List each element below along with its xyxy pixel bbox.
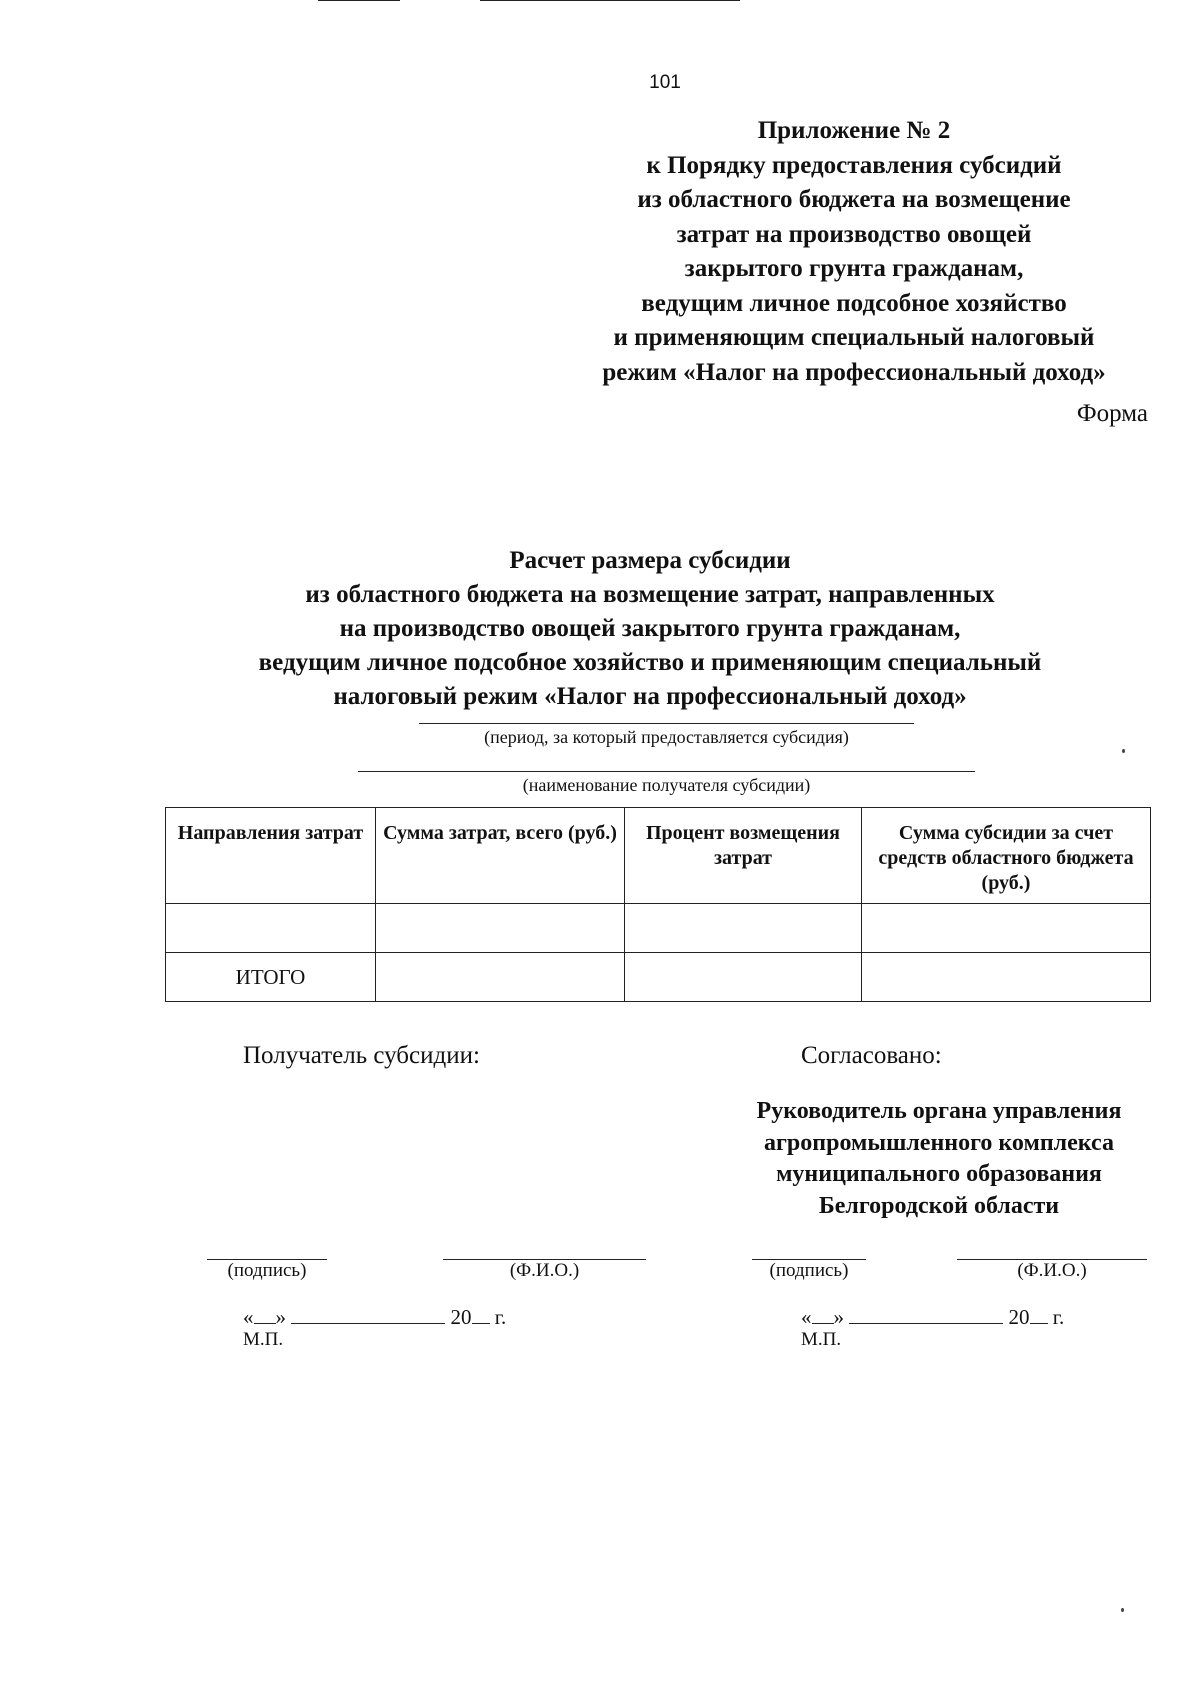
table-cell[interactable] xyxy=(862,904,1151,953)
appendix-line: режим «Налог на профессиональный доход» xyxy=(602,358,1106,386)
title-line: Расчет размера субсидии xyxy=(509,547,791,574)
appendix-line: к Порядку предоставления субсидий xyxy=(646,151,1062,179)
day-blank[interactable] xyxy=(254,1306,276,1324)
period-fill-line[interactable] xyxy=(419,723,914,724)
official-line: Руководитель органа управления xyxy=(756,1098,1122,1124)
date-year-suffix: г. xyxy=(1052,1305,1065,1329)
appendix-line: закрытого грунта гражданам, xyxy=(684,255,1024,282)
recipient-stamp-place: М.П. xyxy=(243,1329,284,1350)
period-caption: (период, за который предоставляется субсидия) xyxy=(484,727,849,747)
agreed-name-caption: (Ф.И.О.) xyxy=(1017,1260,1087,1281)
date-open-quote: « xyxy=(243,1305,254,1329)
scan-speck xyxy=(1121,1608,1124,1612)
date-open-quote: « xyxy=(801,1305,812,1329)
recipient-name-fill-line[interactable] xyxy=(358,771,975,772)
month-blank[interactable] xyxy=(291,1306,445,1324)
date-year-prefix: 20 xyxy=(450,1305,472,1329)
official-line: Белгородской области xyxy=(818,1192,1060,1219)
agreed-signature-caption: (подпись) xyxy=(769,1260,849,1281)
table-cell[interactable] xyxy=(166,904,376,953)
table-cell[interactable] xyxy=(862,953,1151,1002)
date-close-quote: » xyxy=(833,1305,844,1329)
appendix-line: и применяющим специальный налоговый xyxy=(613,324,1095,351)
year-blank[interactable] xyxy=(1030,1306,1048,1324)
recipient-heading: Получатель субсидии: xyxy=(243,1042,480,1069)
recipient-name-caption: (наименование получателя субсидии) xyxy=(522,775,811,795)
form-label: Форма xyxy=(1076,400,1148,427)
date-close-quote: » xyxy=(275,1305,286,1329)
appendix-line: затрат на производство овощей xyxy=(676,220,1032,248)
appendix-line: из областного бюджета на возмещение xyxy=(637,186,1071,213)
appendix-line: ведущим личное подсобное хозяйство xyxy=(641,289,1067,317)
table-cell[interactable] xyxy=(625,953,862,1002)
official-line: муниципального образования xyxy=(776,1161,1102,1187)
recipient-signature-caption: (подпись) xyxy=(227,1260,307,1281)
header-total-costs: Сумма затрат, всего (руб.) xyxy=(376,808,625,904)
scan-edge-line xyxy=(480,0,740,1)
table-cell[interactable] xyxy=(376,904,625,953)
appendix-header xyxy=(560,114,1148,390)
scan-edge-line xyxy=(318,0,400,1)
title-line: налоговый режим «Налог на профессиональный доход» xyxy=(333,683,967,710)
header-expense-direction: Направления затрат xyxy=(166,808,376,904)
date-year-suffix: г. xyxy=(494,1305,507,1329)
table-total-row xyxy=(166,953,1151,1002)
agreed-official-title xyxy=(730,1096,1148,1222)
table-cell[interactable] xyxy=(376,953,625,1002)
year-blank[interactable] xyxy=(472,1306,490,1324)
page-number: 101 xyxy=(649,72,681,93)
table-header-row xyxy=(166,808,1151,904)
total-label-cell: ИТОГО xyxy=(166,953,376,1002)
official-line: агропромышленного комплекса xyxy=(764,1129,1114,1156)
month-blank[interactable] xyxy=(849,1306,1003,1324)
agreed-heading: Согласовано: xyxy=(801,1042,942,1069)
date-year-prefix: 20 xyxy=(1008,1305,1030,1329)
appendix-line: Приложение № 2 xyxy=(757,117,951,144)
table-cell[interactable] xyxy=(625,904,862,953)
title-line: из областного бюджета на возмещение затрат, направленных xyxy=(305,581,995,608)
table-row xyxy=(166,904,1151,953)
document-title xyxy=(150,544,1150,714)
scan-speck xyxy=(1122,749,1125,753)
agreed-date xyxy=(801,1305,1064,1330)
title-line: на производство овощей закрытого грунта гражданам, xyxy=(339,615,961,642)
agreed-stamp-place: М.П. xyxy=(801,1329,842,1350)
title-line: ведущим личное подсобное хозяйство и применяющим специальный xyxy=(258,649,1042,676)
header-reimbursement-percent: Процент возмещения затрат xyxy=(625,808,862,904)
header-subsidy-amount: Сумма субсидии за счет средств областного бюджета (руб.) xyxy=(862,808,1151,904)
day-blank[interactable] xyxy=(812,1306,834,1324)
recipient-date xyxy=(243,1305,506,1330)
subsidy-calculation-table xyxy=(165,807,1151,1002)
recipient-name-caption: (Ф.И.О.) xyxy=(509,1260,580,1281)
